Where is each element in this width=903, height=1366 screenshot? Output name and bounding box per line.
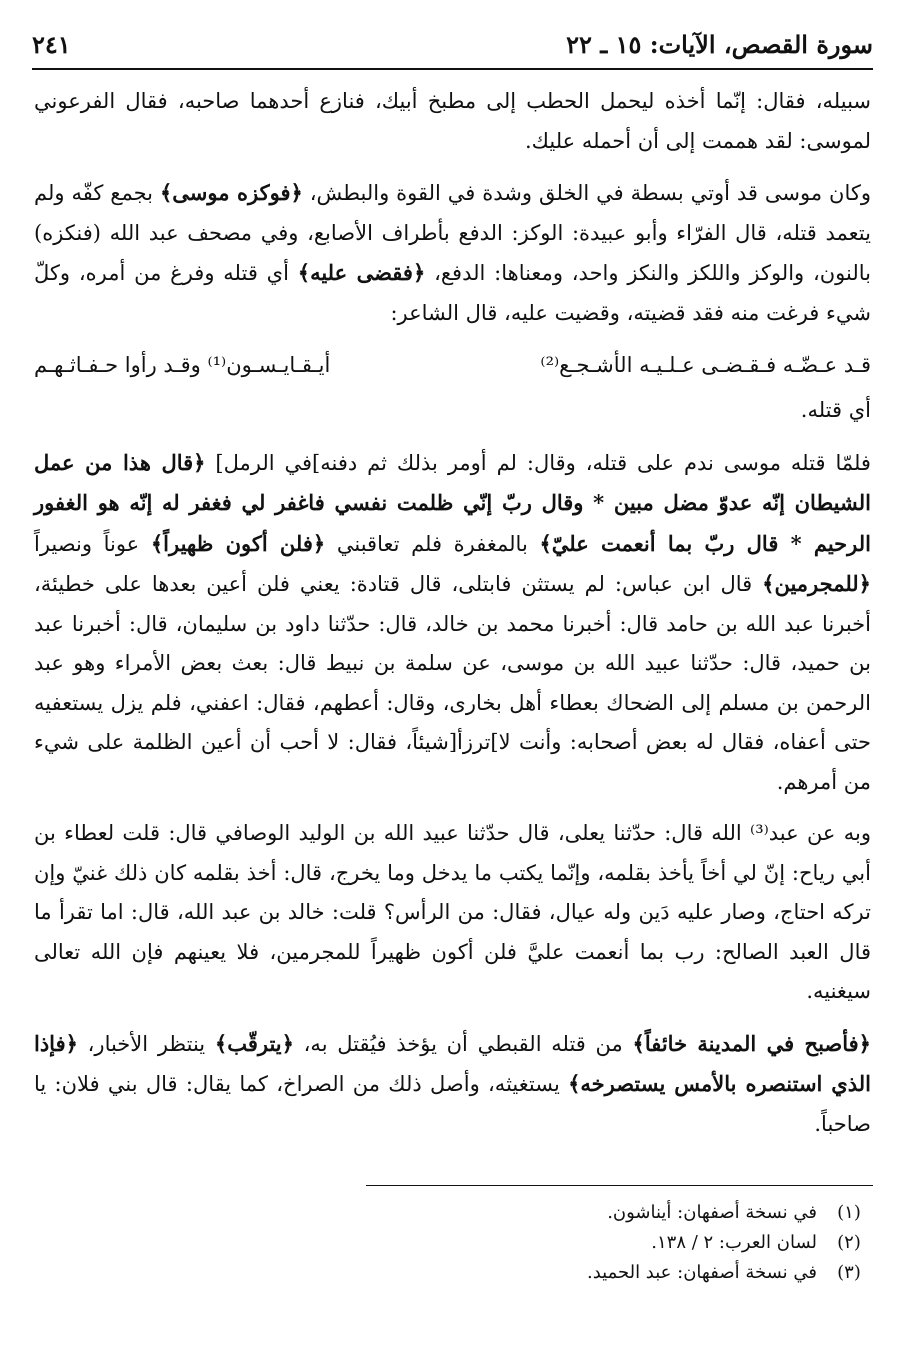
paragraph-2 xyxy=(34,173,871,333)
footnote-rule xyxy=(366,1185,873,1186)
main-text xyxy=(34,82,871,1156)
footnote-1 xyxy=(40,1198,863,1228)
footnote-text: في نسخة أصفهان: أيناشون. xyxy=(607,1202,817,1223)
text-run: قال ابن عباس: لم يستثن فابتلى، قال قتادة: يعني فلن أعين بعدها على خطيئة، أخبرنا عبد الله بن حامد قال: أخبرنا محمد بن خالد، قال: حدّثنا داود بن سليمان، قال: أخبرنا عبد بن حميد، قال: حدّثنا عبيد الله بن موسى، عن سلمة بن نبيط قال: بعث بعض الأمراء وهو عبد الرحمن بن مسلم إلى الضحاك بعطاء أهل بخارى، وقال: أعطهم، فقال: اعفني، فلم يزل يستعفيه حتى أعفاه، فقال له بعض أصحابه: وأنت لا]ترزأ[شيئاً، فقال: لا أحب أن أعين الظلمة على شيء من أمرهم. xyxy=(34,572,871,794)
text-run: من قتله القبطي أن يؤخذ فيُقتل به، xyxy=(293,1031,633,1056)
page-header xyxy=(32,26,873,66)
text-run: بجمع كفّه ولم يتعمد قتله، قال الفرّاء وأبو عبيدة: الوكز: الدفع بأطراف الأصابع، وفي مصحف عبد الله (فنكزه) بالنون، والوكز واللكز والنكز واحد، ومعناها: الدفع، xyxy=(34,181,872,285)
text-run: عوناً ونصيراً xyxy=(34,531,151,556)
text-run: فلمّا قتله موسى ندم على قتله، وقال: لم أومر بذلك ثم دفنه]في الرمل] xyxy=(205,450,871,475)
footnote-number: (٣) xyxy=(837,1262,861,1283)
poem-hemistich-left: أيـقـايـسـون⁽¹⁾ وقـد رأوا حـفـاثـهـم xyxy=(34,353,331,377)
paragraph-1: سبيله، فقال: إنّما أخذه ليحمل الحطب إلى مطبخ أبيك، فنازع أحدهما صاحبه، فقال الفرعوني لموسى: لقد هممت إلى أن أحمله عليك. xyxy=(34,89,871,153)
quran-quote: ﴿فقضى عليه﴾ xyxy=(297,260,426,285)
footnote-number: (١) xyxy=(837,1202,861,1223)
page-number: ٢٤١ xyxy=(32,30,71,59)
quran-quote: ﴿فلن أكون ظهيراً﴾ xyxy=(150,530,326,556)
footnote-text: في نسخة أصفهان: عبد الحميد. xyxy=(586,1262,817,1283)
text-run: بالمغفرة فلم تعاقبني xyxy=(325,531,540,556)
footnote-text: لسان العرب: ٢ / ١٣٨. xyxy=(651,1232,817,1253)
footnotes xyxy=(40,1198,863,1288)
header-rule xyxy=(32,68,873,70)
text-run: أي قتله وفرغ من أمره، وكلّ شيء فرغت منه فقد قضيته، وقضيت عليه، قال الشاعر: xyxy=(34,261,871,325)
quran-quote: ﴿قال هذا من عمل الشيطان إنّه عدوّ مضل مبين * وقال ربّ إنّي ظلمت نفسي فاغفر لي فغفر له إنّه هو الغفور الرحيم * قال ربّ بما أنعمت عليّ﴾ xyxy=(34,449,871,556)
text-run: ينتظر الأخبار، xyxy=(77,1031,215,1056)
footnote-3 xyxy=(40,1258,863,1288)
quran-quote: ﴿للمجرمين﴾ xyxy=(762,571,871,596)
poem-verse xyxy=(34,345,871,385)
quran-quote: ﴿فأصبح في المدينة خائفاً﴾ xyxy=(632,1030,871,1056)
surah-title: سورة القصص، الآيات: ١٥ ـ ٢٢ xyxy=(566,30,873,59)
text-run: يستغيثه، وأصل ذلك من الصراخ، كما يقال: قال بني فلان: يا صاحباً. xyxy=(34,1072,871,1136)
paragraph-4 xyxy=(34,443,871,803)
footnote-number: (٢) xyxy=(837,1232,861,1253)
quran-quote: ﴿فوكزه موسى﴾ xyxy=(159,180,303,205)
paragraph-6 xyxy=(34,1024,871,1145)
quran-quote: ﴿فإذا الذي استنصره بالأمس يستصرخه﴾ xyxy=(34,1030,872,1096)
text-run: وكان موسى قد أوتي بسطة في الخلق وشدة في القوة والبطش، xyxy=(302,181,872,205)
quran-quote: ﴿يترقّب﴾ xyxy=(214,1030,294,1056)
footnote-2 xyxy=(40,1228,863,1258)
poem-hemistich-right: قـد عـضّـه فـقـضـى عـلـيـه الأشـجـع⁽²⁾ xyxy=(540,353,871,377)
paragraph-5: وبه عن عبد⁽³⁾ الله قال: حدّثنا يعلى، قال حدّثنا عبيد الله بن الوليد الوصافي قال: قلت لعطاء بن أبي رياح: إنّ لي أخاً يأخذ بقلمه، وإنّما يكتب ما يدخل وما يخرج، قال: أخذ بقلمه كان ذلك غنيّ وإن تركه احتاج، وصار عليه دَين وله عيال، فقال: من الرأس؟ قلت: خالد بن عبد الله، قال: اما تقرأ ما قال العبد الصالح: رب بما أنعمت عليَّ فلن أكون ظهيراً للمجرمين، فلا يعينهم فإن الله تعالى سيغنيه. xyxy=(34,821,871,1003)
paragraph-3: أي قتله. xyxy=(800,398,871,422)
